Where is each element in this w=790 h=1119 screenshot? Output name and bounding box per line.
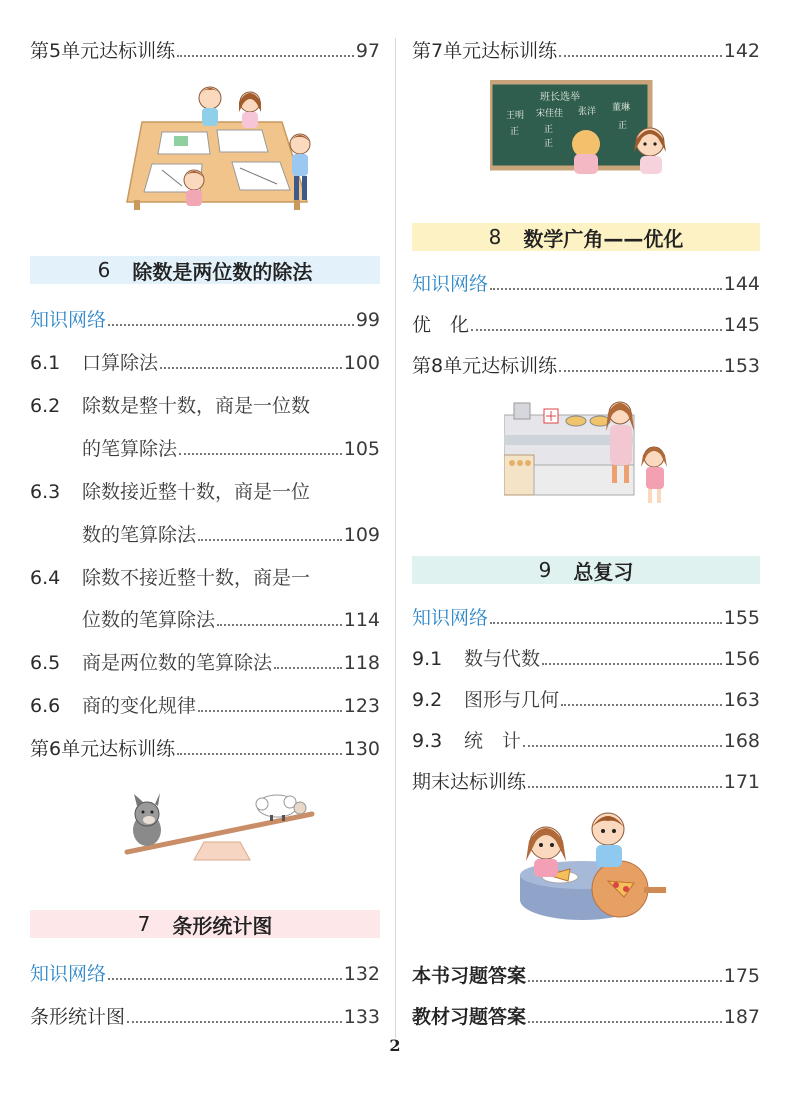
seesaw-dog-sheep-illustration: [122, 790, 322, 870]
unit-6-header[interactable]: [30, 256, 380, 284]
entry-page: 130: [343, 738, 380, 760]
entry-title: 条形统计图: [30, 1006, 126, 1028]
entry-page: 132: [343, 963, 380, 985]
dot-leader: [542, 663, 722, 665]
entry-page: 123: [343, 695, 380, 717]
pizza-children-illustration: [512, 805, 672, 920]
unit-title: 条形统计图: [172, 913, 273, 938]
toc-entry-unit7-review[interactable]: [412, 33, 760, 63]
dot-leader: [179, 453, 342, 455]
entry-page: 187: [723, 1006, 760, 1028]
dot-leader: [523, 745, 722, 747]
dot-leader: [274, 667, 342, 669]
dot-leader: [471, 329, 722, 331]
entry-page: 144: [723, 273, 760, 295]
toc-entry-6-4[interactable]: [30, 560, 380, 590]
entry-page: 175: [723, 965, 760, 987]
tally-mark: 正: [544, 139, 554, 149]
toc-entry-unit6-review[interactable]: [30, 731, 380, 761]
toc-entry-6-2[interactable]: [30, 388, 380, 418]
unit-title: 除数是两位数的除法: [132, 259, 313, 284]
toc-entry-book-answers[interactable]: [412, 958, 760, 988]
toc-entry-final-review[interactable]: [412, 764, 760, 794]
entry-title: 除数接近整十数，商是一位: [82, 481, 311, 503]
toc-entry-knowledge-network-8[interactable]: [412, 266, 760, 296]
dot-leader: [490, 622, 722, 624]
unit-7-header[interactable]: [30, 910, 380, 938]
entry-page: 118: [343, 652, 380, 674]
section-number: 6.4: [30, 567, 61, 589]
unit-title: 总复习: [573, 559, 634, 584]
toc-entry-6-3-cont[interactable]: [30, 517, 380, 547]
toc-entry-6-4-cont[interactable]: [30, 602, 380, 632]
entry-page: 163: [723, 689, 760, 711]
blackboard-name-2: 宋佳佳: [536, 109, 564, 119]
entry-title: 统 计: [464, 730, 522, 752]
toc-entry-unit8-review[interactable]: [412, 348, 760, 378]
dot-leader: [108, 324, 354, 326]
entry-page: 171: [723, 771, 760, 793]
unit-number: 6: [97, 258, 111, 282]
dot-leader: [160, 367, 342, 369]
entry-title: 数与代数: [464, 648, 541, 670]
toc-entry-knowledge-network-6[interactable]: [30, 302, 380, 332]
entry-title: 教材习题答案: [412, 1006, 527, 1028]
entry-title: 数的笔算除法: [82, 524, 197, 546]
unit-8-header[interactable]: [412, 223, 760, 251]
entry-page: 114: [343, 609, 380, 631]
entry-title: 本书习题答案: [412, 965, 527, 987]
dot-leader: [559, 55, 722, 57]
entry-title: 口算除法: [82, 352, 159, 374]
entry-title: 第8单元达标训练: [412, 355, 558, 377]
tally-mark: 正: [618, 121, 628, 131]
toc-entry-optimization[interactable]: [412, 307, 760, 337]
kitchen-cooking-illustration: [504, 395, 674, 515]
column-divider: [395, 38, 396, 1038]
entry-title: 的笔算除法: [82, 438, 178, 460]
entry-title: 位数的笔算除法: [82, 609, 216, 631]
entry-title: 第5单元达标训练: [30, 40, 176, 62]
unit-9-header[interactable]: [412, 556, 760, 584]
entry-title: 知识网络: [30, 963, 107, 985]
section-number: 6.3: [30, 481, 61, 503]
toc-entry-6-1[interactable]: [30, 345, 380, 375]
blackboard-name-3: 张洋: [578, 107, 597, 117]
entry-title: 知识网络: [30, 309, 107, 331]
toc-entry-6-5[interactable]: [30, 645, 380, 675]
blackboard-name-1: 王明: [506, 111, 525, 121]
dot-leader: [177, 55, 354, 57]
section-number: 6.1: [30, 352, 61, 374]
entry-page: 155: [723, 607, 760, 629]
entry-page: 109: [343, 524, 380, 546]
toc-entry-bar-chart[interactable]: [30, 999, 380, 1029]
entry-page: 168: [723, 730, 760, 752]
section-number: 6.6: [30, 695, 61, 717]
entry-page: 97: [355, 40, 380, 62]
entry-page: 142: [723, 40, 760, 62]
entry-title: 知识网络: [412, 273, 489, 295]
unit-number: 7: [137, 912, 151, 936]
blackboard-election-illustration: [490, 80, 680, 180]
entry-title: 期末达标训练: [412, 771, 527, 793]
toc-entry-knowledge-network-9[interactable]: [412, 600, 760, 630]
toc-entry-9-3[interactable]: [412, 723, 760, 753]
entry-page: 100: [343, 352, 380, 374]
tally-mark: 正: [510, 127, 520, 137]
entry-title: 第7单元达标训练: [412, 40, 558, 62]
dot-leader: [490, 288, 722, 290]
section-number: 9.2: [412, 689, 443, 711]
dot-leader: [127, 1021, 342, 1023]
toc-entry-6-2-cont[interactable]: [30, 431, 380, 461]
entry-title: 商是两位数的笔算除法: [82, 652, 273, 674]
entry-page: 99: [355, 309, 380, 331]
entry-page: 153: [723, 355, 760, 377]
entry-title: 知识网络: [412, 607, 489, 629]
toc-entry-6-6[interactable]: [30, 688, 380, 718]
toc-entry-unit5-review[interactable]: [30, 33, 380, 63]
entry-title: 除数不接近整十数，商是一: [82, 567, 311, 589]
entry-page: 156: [723, 648, 760, 670]
blackboard-header: 班长选举: [540, 92, 580, 103]
entry-title: 第6单元达标训练: [30, 738, 176, 760]
unit-number: 9: [538, 558, 552, 582]
entry-title: 除数是整十数，商是一位数: [82, 395, 311, 417]
toc-entry-9-1[interactable]: [412, 641, 760, 671]
toc-entry-knowledge-network-7[interactable]: [30, 956, 380, 986]
entry-title: 优 化: [412, 314, 470, 336]
toc-entry-6-3[interactable]: [30, 474, 380, 504]
tally-mark: 正: [544, 125, 554, 135]
dot-leader: [198, 710, 342, 712]
section-number: 9.1: [412, 648, 443, 670]
dot-leader: [528, 1021, 722, 1023]
entry-page: 145: [723, 314, 760, 336]
unit-number: 8: [488, 225, 502, 249]
dot-leader: [528, 786, 722, 788]
dot-leader: [561, 704, 722, 706]
section-number: 6.5: [30, 652, 61, 674]
entry-page: 105: [343, 438, 380, 460]
toc-entry-9-2[interactable]: [412, 682, 760, 712]
page-number: 2: [389, 1036, 401, 1055]
section-number: 9.3: [412, 730, 443, 752]
dot-leader: [528, 980, 722, 982]
dot-leader: [177, 753, 342, 755]
blackboard-name-4: 董琳: [612, 103, 631, 113]
children-drawing-illustration: [122, 82, 322, 212]
dot-leader: [217, 624, 342, 626]
dot-leader: [559, 370, 722, 372]
unit-title: 数学广角——优化: [523, 226, 684, 251]
entry-page: 133: [343, 1006, 380, 1028]
entry-title: 图形与几何: [464, 689, 560, 711]
dot-leader: [198, 539, 342, 541]
section-number: 6.2: [30, 395, 61, 417]
toc-entry-textbook-answers[interactable]: [412, 999, 760, 1029]
entry-title: 商的变化规律: [82, 695, 197, 717]
dot-leader: [108, 978, 342, 980]
